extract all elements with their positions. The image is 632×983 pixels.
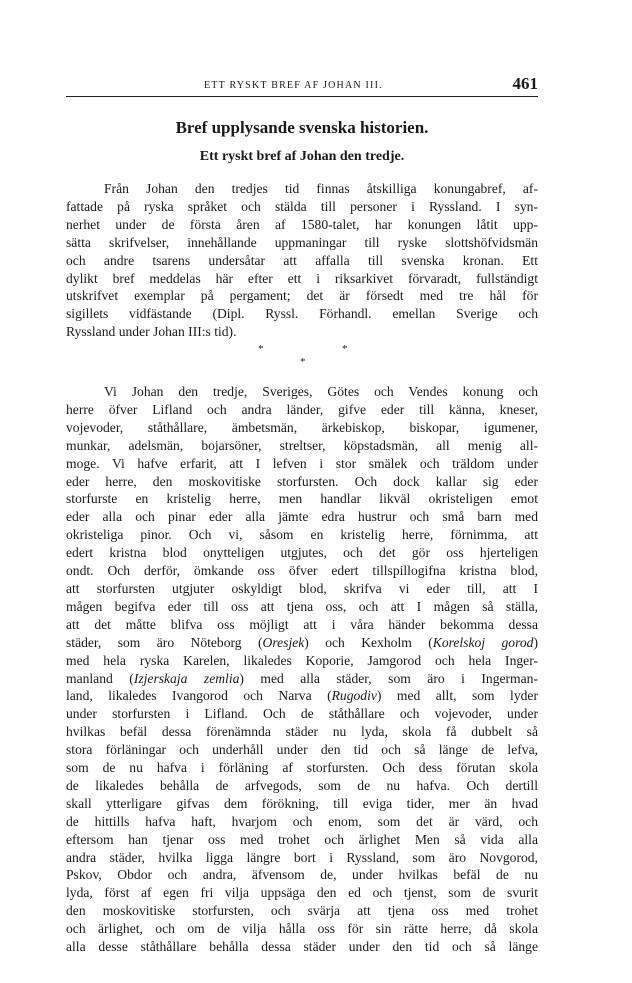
text-segment: vojevoder, ståthållare, ämbetsmän, ärkebiskop, biskopar, igumener, bbox=[66, 419, 538, 435]
running-header bbox=[66, 76, 538, 98]
text-line bbox=[66, 473, 538, 491]
text-line: utskrifvet exemplar på pergament; det är försedt med tre hål för bbox=[66, 288, 538, 304]
text-line bbox=[66, 705, 538, 723]
text-line: sätta skrifvelser, innehållande uppmaningar till ryske slottshöfvidsmän bbox=[66, 234, 538, 250]
text-line bbox=[66, 920, 538, 938]
text-segment: eder herre, den moskovitiske storfursten. Och dock kallar sig eder bbox=[66, 473, 538, 489]
italic-place-name: Korelskoj gorod bbox=[432, 634, 534, 650]
text-segment: skall ytterligare gifvas dem förökning, till eviga tider, mer än hvad bbox=[66, 795, 538, 811]
text-line: Ryssland under Johan III:s tid). bbox=[66, 324, 237, 340]
text-segment: eftersom han tjenar oss med trohet och ärlighet Men så vida alla bbox=[66, 831, 538, 847]
page-number: 461 bbox=[512, 74, 538, 93]
italic-place-name: Rugodiv bbox=[331, 688, 377, 704]
text-segment: munkar, adelsmän, bojarsöner, streltser, köpstadsmän, all menig all- bbox=[66, 437, 538, 453]
text-line bbox=[66, 652, 538, 670]
text-line bbox=[66, 687, 538, 705]
text-segment: ondt. Och derför, ömkande oss öfver edert tillspillogifna kristna blod, bbox=[66, 563, 538, 579]
text-segment: stora förläningar och underhåll under den tid och så länge de lefva, bbox=[66, 742, 538, 758]
text-line bbox=[66, 795, 538, 813]
text-line bbox=[66, 866, 538, 884]
separator-star: * bbox=[342, 343, 348, 355]
text-segment: moge. Vi hafve erfarit, att I lefven i stor smälek och träldom under bbox=[66, 455, 538, 471]
text-segment: edert kristna blod onytteligen utgjutes, och det gör oss hjerteligen bbox=[66, 545, 538, 561]
text-line bbox=[66, 562, 538, 580]
text-segment: alla desse ståthållare behålla dessa städer under den tid och så länge bbox=[66, 939, 538, 955]
article-title: Bref upplysande svenska historien. bbox=[175, 118, 429, 137]
text-segment: mågen begifva eder till oss att tjena oss, och att I mågen så ställa, bbox=[66, 598, 538, 614]
text-line bbox=[66, 884, 538, 902]
text-segment: städer, som äro Nöteborg ( bbox=[66, 634, 263, 650]
text-segment: ) bbox=[533, 634, 539, 650]
text-line bbox=[66, 670, 538, 688]
text-line bbox=[66, 759, 538, 777]
header-rule bbox=[66, 96, 538, 97]
text-line bbox=[66, 634, 538, 652]
text-segment: som de nu hafva i förläning af storfursten. Och dess förutan skola bbox=[66, 760, 538, 776]
text-line bbox=[66, 490, 538, 508]
text-line: och andre tsarens undersåtar att affalla till svenska kronan. Ett bbox=[66, 252, 538, 268]
separator-star: * bbox=[300, 356, 306, 368]
text-line bbox=[66, 849, 538, 867]
text-segment: de likaledes behålla de arfvegods, som de nu hafva. Och dertill bbox=[66, 777, 538, 793]
text-segment: andra städer, hvilka ligga längre bort i Ryssland, som äro Novgorod, bbox=[66, 849, 538, 865]
text-line bbox=[66, 508, 538, 526]
text-line: nerhet under de första åren af 1580-talet, har konungen låtit upp- bbox=[66, 216, 538, 232]
text-segment: ) med allt, som lyder bbox=[376, 688, 538, 704]
text-line bbox=[66, 401, 538, 419]
text-segment: herre öfver Lifland och andra länder, gifve eder till känna, kneser, bbox=[66, 401, 538, 417]
text-line bbox=[66, 437, 538, 455]
text-line bbox=[66, 723, 538, 741]
text-line bbox=[66, 616, 538, 634]
text-line bbox=[66, 741, 538, 759]
text-segment: med hela ryska Karelen, likaledes Koporie, Jamgorod och hela Inger- bbox=[66, 652, 538, 668]
text-line: dylikt bref meddelas här efter ett i riksarkivet förvaradt, fullständigt bbox=[66, 270, 538, 286]
text-segment: den moskovitiske storfursten, och svärja att tjena oss med trohet bbox=[66, 903, 538, 919]
text-line: sigillets vidfästande (Dipl. Ryssl. Förhandl. emellan Sverige och bbox=[66, 306, 538, 322]
text-segment: lyda, först af egen fri vilja uppsäga den ed och tjenst, som de svurit bbox=[66, 885, 538, 901]
text-line bbox=[66, 813, 538, 831]
intro-paragraph bbox=[66, 180, 538, 341]
text-segment: Pskov, Obdor och andra, äfvensom de, under hvilkas befäl de nu bbox=[66, 867, 538, 883]
text-line bbox=[66, 831, 538, 849]
text-line bbox=[66, 598, 538, 616]
text-segment: ) och Kexholm ( bbox=[304, 634, 433, 650]
section-separator bbox=[230, 343, 380, 373]
italic-place-name: Izjerskaja zemlia bbox=[133, 670, 240, 686]
text-segment: under storfursten i Lifland. Och de ståthållare och vojevoder, under bbox=[66, 706, 538, 722]
text-line bbox=[66, 526, 538, 544]
separator-star: * bbox=[258, 343, 264, 355]
text-line bbox=[66, 938, 538, 956]
text-segment: storfurste en kristelig herre, men handlar likväl okristeligen emot bbox=[66, 491, 538, 507]
text-segment: okristeliga pinor. Och vi, såsom en kristelig herre, förnimma, att bbox=[66, 527, 538, 543]
text-line bbox=[66, 419, 538, 437]
text-segment: land, likaledes Ivangorod och Narva ( bbox=[66, 688, 332, 704]
text-line bbox=[66, 777, 538, 795]
text-segment: hvilkas befäl dessa förenämnda städer nu lyda, skola få dubbelt så bbox=[66, 724, 538, 740]
text-segment: att det måtte blifva oss möjligt att i våra händer bekomma dessa bbox=[66, 616, 538, 632]
text-line bbox=[66, 580, 538, 598]
article-subtitle: Ett ryskt bref af Johan den tredje. bbox=[199, 149, 405, 164]
text-line bbox=[66, 544, 538, 562]
text-segment: Vi Johan den tredje, Sveriges, Götes och Vendes konung och bbox=[104, 384, 538, 399]
text-segment: de hittills hafva haft, hvarjom och enom, som det är värd, och bbox=[66, 813, 538, 829]
running-title: ETT RYSKT BREF AF JOHAN III. bbox=[204, 80, 383, 91]
text-segment: att storfursten utgjuter oskyldigt blod, skrifva vi eder till, att I bbox=[66, 580, 538, 596]
text-line: Från Johan den tredjes tid finnas åtskilliga konungabref, af- bbox=[104, 181, 538, 196]
text-segment: manland ( bbox=[66, 670, 134, 686]
text-segment: eder alla och pinar eder alla jämte edra hustrur och små barn med bbox=[66, 509, 538, 525]
text-line: fattade på ryska språket och stälda till personer i Ryssland. I syn- bbox=[66, 198, 538, 214]
text-segment: ) med alla städer, som äro i Ingerman- bbox=[239, 670, 538, 686]
letter-body bbox=[66, 383, 538, 956]
italic-place-name: Oresjek bbox=[262, 634, 305, 650]
text-line bbox=[66, 902, 538, 920]
text-line bbox=[66, 455, 538, 473]
text-line bbox=[66, 383, 538, 401]
text-segment: och ärlighet, och om de vilja hålla oss för sin rätte herre, då skola bbox=[66, 921, 538, 937]
